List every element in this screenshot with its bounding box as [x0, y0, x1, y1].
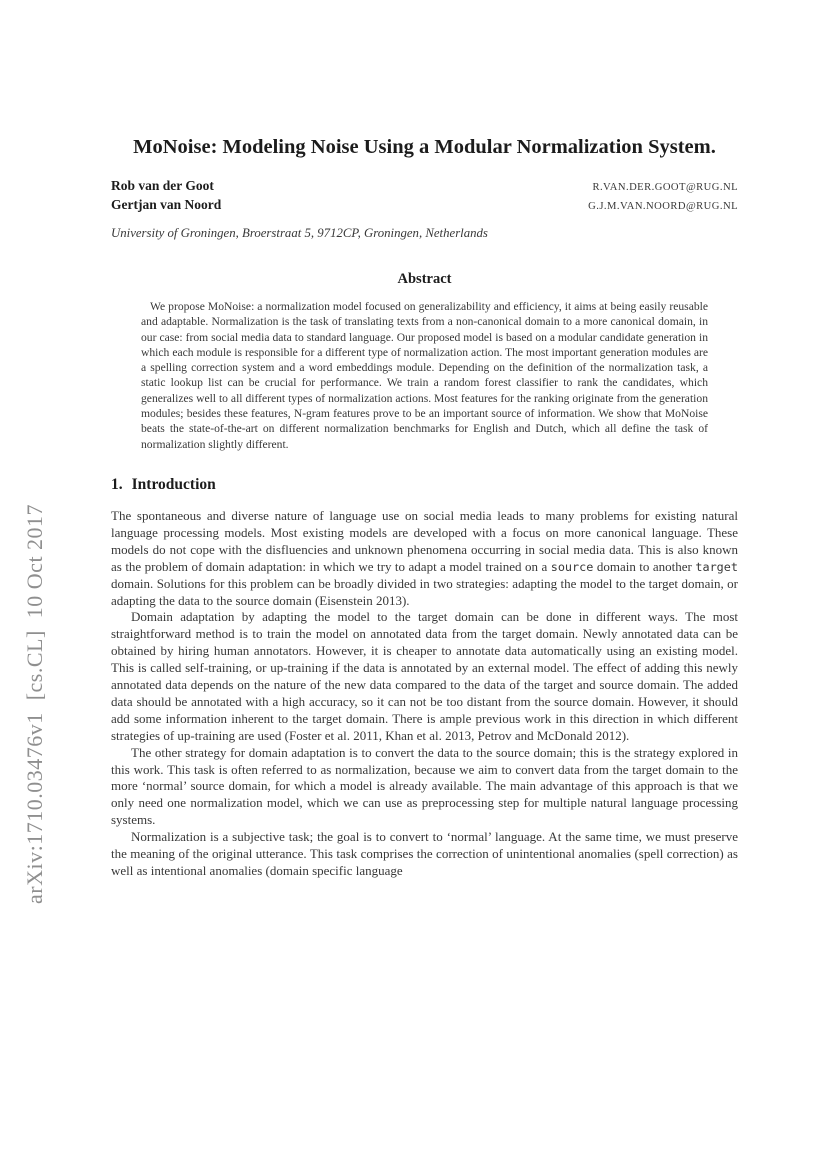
author-row: [111, 178, 738, 197]
author-name: Gertjan van Noord: [111, 196, 222, 212]
author-block: [111, 178, 738, 215]
intro-paragraph-2: [111, 609, 738, 744]
text-segment: The spontaneous and diverse nature of language use on social media leads to many problems for existing natural language processing models. Most existing models are developed with a focus on more canonical language. These models do not cope with the disfluencies and unknown phenomena occurring in social media data. This is also known as the problem of domain adaptation: in which we try to adapt a model trained on a: [111, 507, 738, 574]
text-segment: The other strategy for domain adaptation is to convert the data to the source domain; this is the strategy explored in this work. This task is often referred to as normalization, because we aim to convert data from the target domain to the more ‘normal’ source domain, for which a model is already available. The main advantage of this approach is that we only need one normalization model, which we can use as preprocessing step for multiple natural language processing systems.: [111, 744, 738, 828]
author-name: Rob van der Goot: [111, 178, 214, 193]
section-heading-introduction: [111, 476, 738, 494]
intro-paragraph-1: [111, 508, 738, 609]
text-segment: Normalization is a subjective task; the goal is to convert to ‘normal’ language. At the same time, we must preserve the meaning of the original utterance. This task comprises the correction of unintentional anomalies (spell correction) as well as intentional anomalies (domain specific language: [111, 829, 738, 878]
affiliation: University of Groningen, Broerstraat 5, 9712CP, Groningen, Netherlands: [111, 226, 488, 240]
intro-paragraph-3: [111, 745, 738, 830]
author-row: [111, 197, 738, 216]
section-title: Introduction: [131, 475, 216, 493]
author-email: R.VAN.DER.GOOT@RUG.NL: [592, 182, 738, 193]
inline-code: source: [550, 559, 594, 574]
section-number: 1.: [111, 475, 123, 493]
text-segment: Domain adaptation by adapting the model to the target domain can be done in different ways. The most straightforward method is to train the model on annotated data from the target domain. Newly annotated data can be obtained by hiring human annotators. However, it is cheaper to annotate data automatically using an existing model. This is called self-training, or up-training if the data is annotated by an external model. The effect of adding this newly annotated data depends on the nature of the new data compared to the data of the target and source domain. The added data should be annotated with a high accuracy, so it can not be too distant from the source domain. However, it should add some information inherent to the target domain. There is ample previous work in this direction in which different strategies of up-training are used (Foster et al. 2011, Khan et al. 2013, Petrov and McDonald 2012).: [111, 609, 738, 743]
inline-code: target: [695, 559, 738, 574]
text-segment: domain. Solutions for this problem can be broadly divided in two strategies: adapting the model to the target domain, or adapting the data to the source domain (Eisenstein 2013).: [111, 575, 738, 608]
abstract-heading: Abstract: [397, 271, 452, 287]
intro-paragraph-4: [111, 829, 738, 880]
paper-title: MoNoise: Modeling Noise Using a Modular Normalization System.: [133, 136, 716, 158]
text-segment: domain to another: [593, 558, 696, 574]
paper-content: [111, 0, 738, 880]
author-email: G.J.M.VAN.NOORD@RUG.NL: [588, 200, 738, 212]
arxiv-watermark: arXiv:1710.03476v1 [cs.CL] 10 Oct 2017: [22, 503, 47, 904]
abstract-text: We propose MoNoise: a normalization model focused on generalizability and efficiency, it aims at being easily reusable and adaptable. Normalization is the task of translating texts from a non-canonical domain to a more canonical domain, in our case: from social media data to standard language. Our proposed model is based on a modular candidate generation in which each module is responsible for a different type of normalization action. The most important generation modules are a spelling correction system and a word embeddings module. Depending on the definition of the normalization task, a static lookup list can be crucial for performance. We train a random forest classifier to rank the candidates, which generalizes well to all different types of normalization actions. Most features for the ranking originate from the generation modules; besides these features, N-gram features prove to be an important source of information. We show that MoNoise beats the state-of-the-art on different normalization benchmarks for English and Dutch, which all define the task of normalization slightly different.: [141, 300, 708, 451]
